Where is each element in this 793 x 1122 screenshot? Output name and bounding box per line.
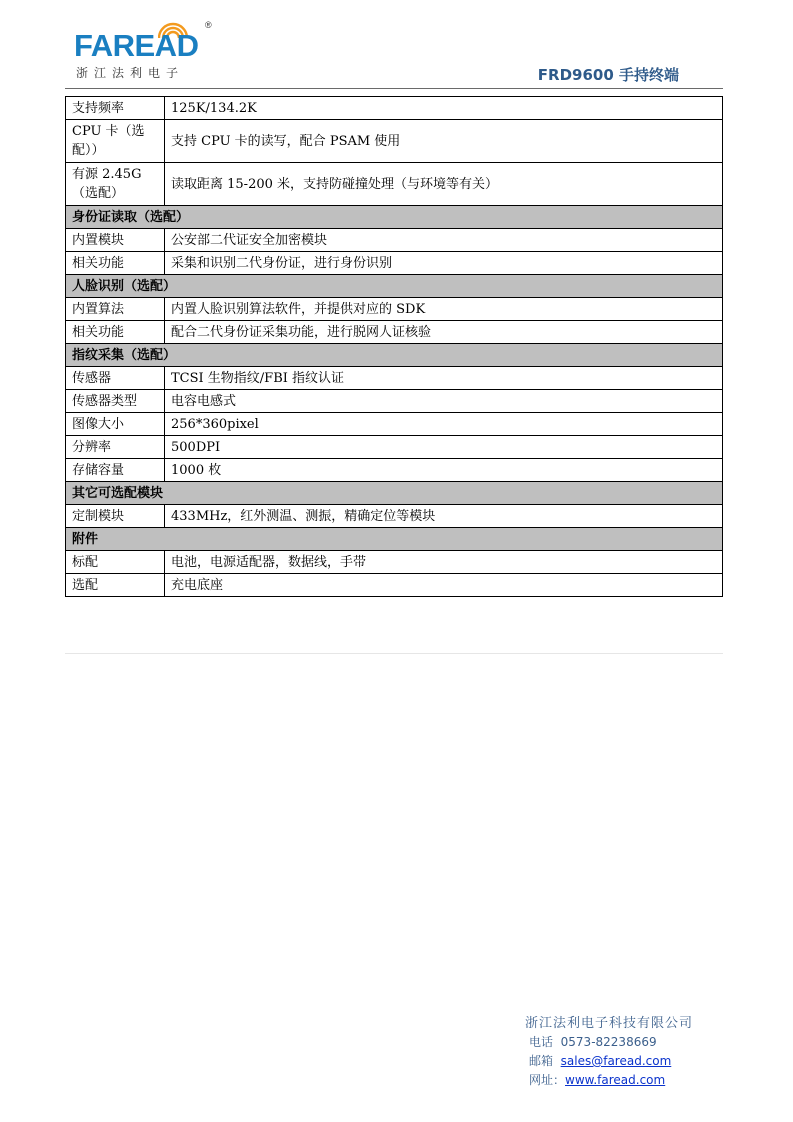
spec-label: 标配 [66,551,165,574]
document-title: FRD9600 手持终端 [537,66,679,84]
section-title: 附件 [66,528,723,551]
section-title: 人脸识别（选配） [66,275,723,298]
footer-website [525,1071,693,1090]
spec-value: 电容电感式 [165,390,723,413]
header-divider [65,88,723,89]
spec-label: 选配 [66,574,165,597]
spec-row [66,97,723,120]
spec-label: 传感器类型 [66,390,165,413]
spec-row [66,163,723,206]
registered-mark: ® [205,20,212,30]
spec-row [66,413,723,436]
spec-row [66,229,723,252]
spec-label: 传感器 [66,367,165,390]
company-logo [72,18,222,82]
footer-company-name: 浙江法利电子科技有限公司 [525,1016,694,1031]
spec-value: 1000 枚 [165,459,723,482]
spec-value: 125K/134.2K [165,97,723,120]
spec-row [66,390,723,413]
section-title: 其它可选配模块 [66,482,723,505]
spec-row [66,252,723,275]
spec-label: 内置模块 [66,229,165,252]
section-header-row [66,482,723,505]
spec-value: 内置人脸识别算法软件，并提供对应的 SDK [165,298,723,321]
spec-row [66,120,723,163]
section-title: 身份证读取（选配） [66,206,723,229]
website-label: 网址： [529,1073,566,1087]
section-title: 指纹采集（选配） [66,344,723,367]
spec-value: 读取距离 15-200 米，支持防碰撞处理（与环境等有关） [165,163,723,206]
spec-label: 相关功能 [66,321,165,344]
spec-row [66,574,723,597]
spec-row [66,367,723,390]
spec-value: 500DPI [165,436,723,459]
spec-row [66,298,723,321]
spec-value: TCSI 生物指纹/FBI 指纹认证 [165,367,723,390]
spec-label: 分辨率 [66,436,165,459]
spec-row [66,321,723,344]
spec-row [66,551,723,574]
spec-row [66,459,723,482]
contact-footer [525,1014,693,1090]
spec-row [66,436,723,459]
spec-label: 存储容量 [66,459,165,482]
spec-value: 采集和识别二代身份证，进行身份识别 [165,252,723,275]
website-link[interactable]: www.faread.com [565,1073,666,1087]
footer-phone [525,1033,693,1052]
spec-value: 电池，电源适配器，数据线，手带 [165,551,723,574]
spec-label: 相关功能 [66,252,165,275]
section-header-row [66,275,723,298]
spec-value: 公安部二代证安全加密模块 [165,229,723,252]
phone-number: 0573-82238669 [560,1035,657,1049]
spec-value: 256*360pixel [165,413,723,436]
footer-divider [65,653,723,654]
section-header-row [66,344,723,367]
spec-value: 433MHz，红外测温、测振，精确定位等模块 [165,505,723,528]
spec-label: 定制模块 [66,505,165,528]
spec-value: 支持 CPU 卡的读写，配合 PSAM 使用 [165,120,723,163]
section-header-row [66,528,723,551]
phone-label: 电话 [529,1035,554,1049]
spec-label: 支持频率 [66,97,165,120]
spec-row [66,505,723,528]
email-label: 邮箱 [529,1054,554,1068]
section-header-row [66,206,723,229]
email-link[interactable]: sales@faread.com [560,1054,672,1068]
logo-wordmark: FAREAD [74,28,199,63]
spec-label: 图像大小 [66,413,165,436]
spec-label: 内置算法 [66,298,165,321]
footer-email [525,1052,693,1071]
spec-label: CPU 卡（选配）） [66,120,165,163]
logo-chinese-name: 浙江法利电子 [76,66,185,80]
spec-value: 充电底座 [165,574,723,597]
spec-value: 配合二代身份证采集功能，进行脱网人证核验 [165,321,723,344]
spec-label: 有源 2.45G（选配） [66,163,165,206]
spec-table [65,96,723,597]
